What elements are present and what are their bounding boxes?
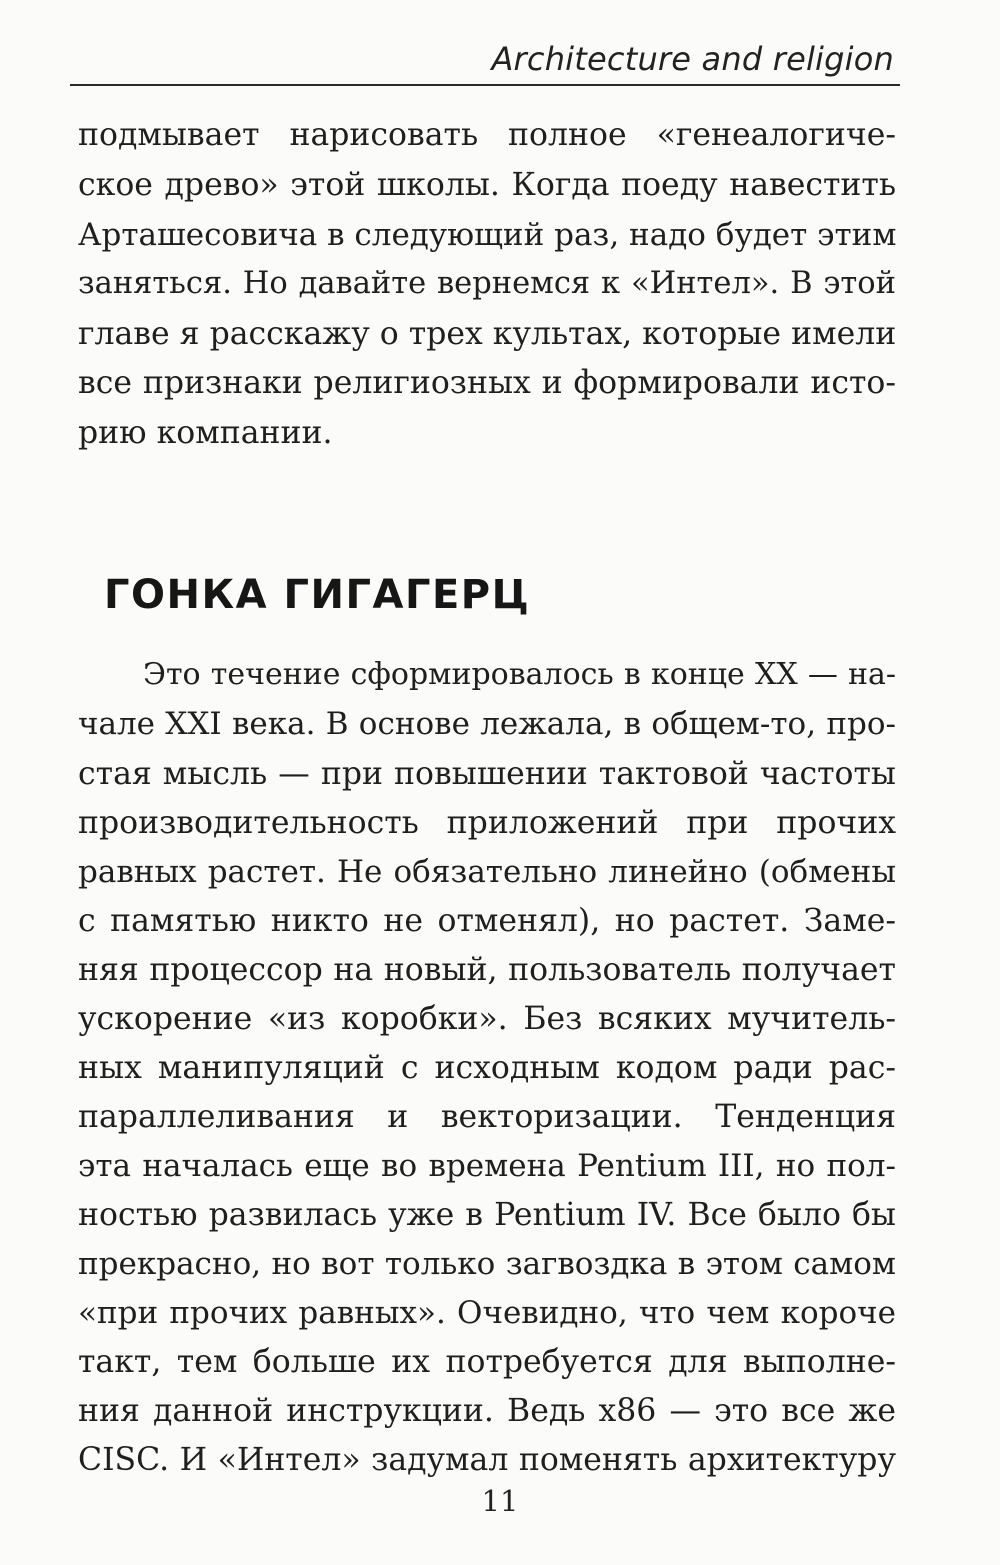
text-line: Арташесовича в следующий раз, надо будет этим: [78, 217, 897, 253]
text-line: эта началась еще во времена Pentium III, но пол-: [78, 1148, 896, 1184]
text-line: ных манипуляций с исходным кодом ради рас-: [78, 1050, 896, 1086]
text-line: ния данной инструкции. Ведь x86 — это все же: [78, 1393, 896, 1429]
text-line: няя процессор на новый, пользователь получает: [78, 952, 896, 988]
text-line: ское древо» этой школы. Когда поеду навестить: [78, 167, 896, 203]
text-line: Это течение сформировалось в конце XX — на-: [143, 657, 896, 692]
text-line: подмывает нарисовать полное «генеалогиче-: [78, 117, 896, 153]
running-head: Architecture and religion: [491, 40, 894, 78]
text-line: стая мысль — при повышении тактовой частоты: [78, 756, 896, 792]
text-line: чале XXI века. В основе лежала, в общем-то, про-: [78, 706, 896, 742]
text-line: равных растет. Не обязательно линейно (обмены: [78, 854, 896, 890]
text-line: «при прочих равных». Очевидно, что чем короче: [78, 1295, 896, 1331]
text-line: рию компании.: [78, 415, 333, 451]
text-line: параллеливания и векторизации. Тенденция: [78, 1099, 896, 1135]
header-rule: [70, 84, 900, 86]
text-line: заняться. Но давайте вернемся к «Интел». В этой: [78, 266, 896, 301]
text-line: производительность приложений при прочих: [78, 805, 896, 841]
section-heading: ГОНКА ГИГАГЕРЦ: [104, 572, 531, 618]
text-line: ностью развилась уже в Pentium IV. Все было бы: [78, 1197, 896, 1233]
text-line: прекрасно, но вот только загвоздка в этом самом: [78, 1246, 896, 1282]
text-line: такт, тем больше их потребуется для выполне-: [78, 1344, 896, 1380]
page-number: 11: [481, 1484, 519, 1518]
text-line: CISC. И «Интел» задумал поменять архитектуру: [78, 1442, 896, 1478]
text-line: все признаки религиозных и формировали исто-: [78, 365, 896, 401]
text-line: главе я расскажу о трех культах, которые имели: [78, 316, 897, 352]
text-line: с памятью никто не отменял), но растет. Заме-: [78, 903, 896, 939]
text-line: ускорение «из коробки». Без всяких мучитель-: [78, 1001, 896, 1037]
